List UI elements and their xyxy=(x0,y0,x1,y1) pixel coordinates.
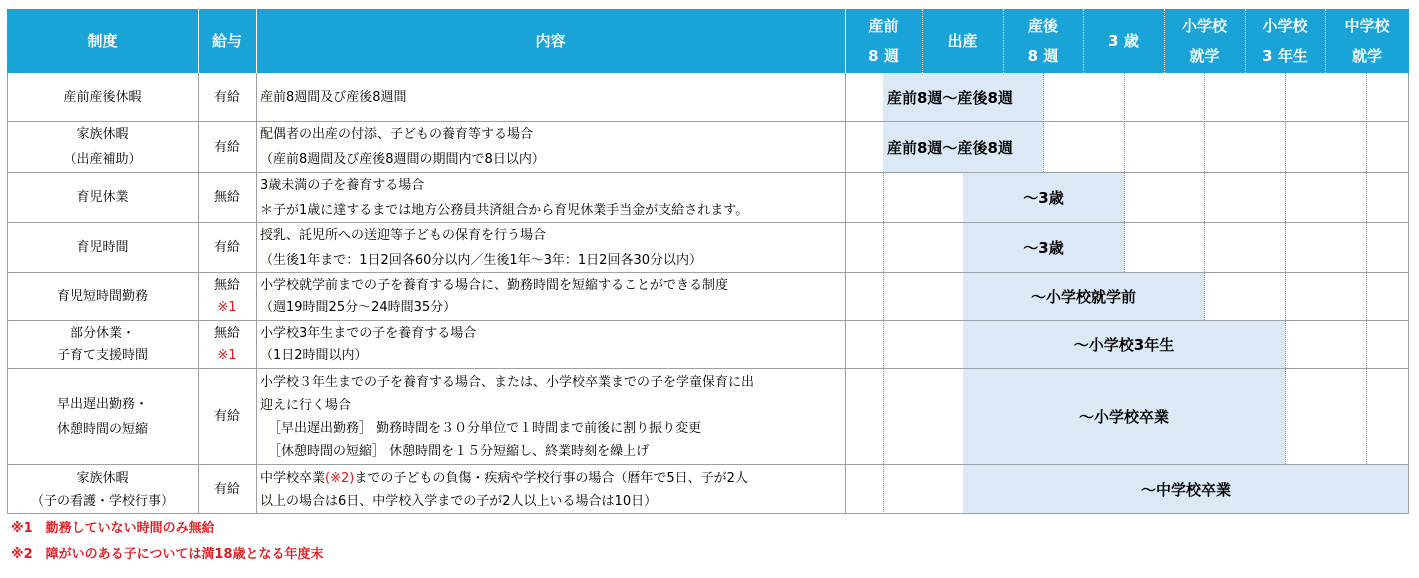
table-border xyxy=(1408,73,1409,514)
footnote-1: ※1 勤務していない時間のみ無給 xyxy=(11,521,215,536)
timeline-bar-shogakko-sotsugyo: 〜小学校卒業 xyxy=(963,369,1285,464)
header-divider xyxy=(1003,9,1005,73)
header-divider xyxy=(1164,9,1166,73)
row-pay: 有給 xyxy=(213,139,240,155)
row-content: 授乳、託児所への送迎等子どもの保育を行う場合 （生後1年まで：1日2回各60分以内／生後1年〜3年：1日2回各30分以内） xyxy=(260,227,702,268)
header-naiyo: 内容 xyxy=(256,9,845,73)
row-content: 中学校卒業(※2)までの子どもの負傷・疾病や学校行事の場合（暦年で5日、子が2人 以上の場合は6日、中学校入学までの子が2人以上いる場合は10日） xyxy=(260,470,748,509)
row-content: 小学校就学前までの子を養育する場合に、勤務時間を短縮することができる制度 （週19時間25分〜24時間35分） xyxy=(260,277,729,315)
footnote-2: ※2 障がいのある子については満18歳となる年度末 xyxy=(11,547,324,562)
row-name: 部分休業・ 子育て支援時間 xyxy=(56,325,148,363)
header-divider xyxy=(1245,9,1247,73)
row-name: 家族休暇 （子の看護・学校行事） xyxy=(30,470,174,509)
timeline-bar-sanzen-sango: 産前8週〜産後8週 xyxy=(883,122,1043,172)
timeline-bar-sanzen-sango: 産前8週〜産後8週 xyxy=(883,73,1043,121)
header-divider xyxy=(198,9,199,73)
header-shogakko-shugaku: 小学校 就学 xyxy=(1164,9,1245,73)
header-kyuyo: 給与 xyxy=(198,9,256,73)
row-content: 小学校3年生までの子を養育する場合 （1日2時間以内） xyxy=(260,325,477,363)
row-name: 家族休暇 （出産補助） xyxy=(63,127,142,167)
header-chugakko-shugaku: 中学校 就学 xyxy=(1325,9,1409,73)
leave-system-table xyxy=(7,9,1409,514)
row-pay: 有給 xyxy=(213,240,240,255)
row-content: 産前8週間及び産後8週間 xyxy=(260,89,407,105)
timeline-gridline xyxy=(1366,73,1367,514)
header-divider xyxy=(256,9,257,73)
timeline-bar-shogakko-3nensei: 〜小学校3年生 xyxy=(963,321,1285,368)
timeline-gridline xyxy=(1285,73,1286,514)
row-content: 配偶者の出産の付添、子どもの養育等する場合 （産前8週間及び産後8週間の期間内で8日以内） xyxy=(260,127,545,167)
timeline-bar-3sai: 〜3歳 xyxy=(963,173,1124,222)
header-3sai: 3 歳 xyxy=(1083,9,1164,73)
header-divider xyxy=(1325,9,1327,73)
header-seido: 制度 xyxy=(7,9,198,73)
row-name: 育児休業 xyxy=(76,190,129,205)
row-name: 産前産後休暇 xyxy=(63,89,142,105)
row-pay: 無給 ※1 xyxy=(213,325,240,363)
row-name: 育児時間 xyxy=(76,240,129,255)
row-pay: 有給 xyxy=(213,89,240,105)
header-shogakko-3nensei: 小学校 3 年生 xyxy=(1245,9,1325,73)
timeline-bar-chugakko-sotsugyo: 〜中学校卒業 xyxy=(963,465,1409,514)
row-pay: 無給 ※1 xyxy=(213,277,240,315)
table-border xyxy=(845,73,846,514)
header-sango-8w: 産後 8 週 xyxy=(1003,9,1083,73)
header-divider xyxy=(845,9,846,73)
header-divider xyxy=(1083,9,1085,73)
row-name: 育児短時間勤務 xyxy=(56,289,148,304)
row-pay: 有給 xyxy=(213,409,240,424)
row-name: 早出遅出勤務・ 休憩時間の短縮 xyxy=(56,396,148,437)
header-shussan: 出産 xyxy=(922,9,1003,73)
row-content: 小学校３年生までの子を養育する場合、または、小学校卒業までの子を学童保育に出 迎えに行く場合 ［早出遅出勤務］ 勤務時間を３０分単位で１時間まで前後に割り振り変更 ［休憩時間の短縮］ 休憩時間を１５分短縮し、終業時刻を繰上げ xyxy=(260,374,755,459)
row-pay: 無給 xyxy=(213,190,240,205)
row-pay: 有給 xyxy=(213,482,240,497)
row-content: 3歳未満の子を養育する場合 ＊子が1歳に達するまでは地方公務員共済組合から育児休業手当金が支給されます。 xyxy=(260,177,749,218)
timeline-bar-shogakko-shugakumae: 〜小学校就学前 xyxy=(963,273,1204,320)
header-sanzen-8w: 産前 8 週 xyxy=(845,9,922,73)
header-divider xyxy=(922,9,924,73)
timeline-bar-3sai: 〜3歳 xyxy=(963,223,1124,272)
